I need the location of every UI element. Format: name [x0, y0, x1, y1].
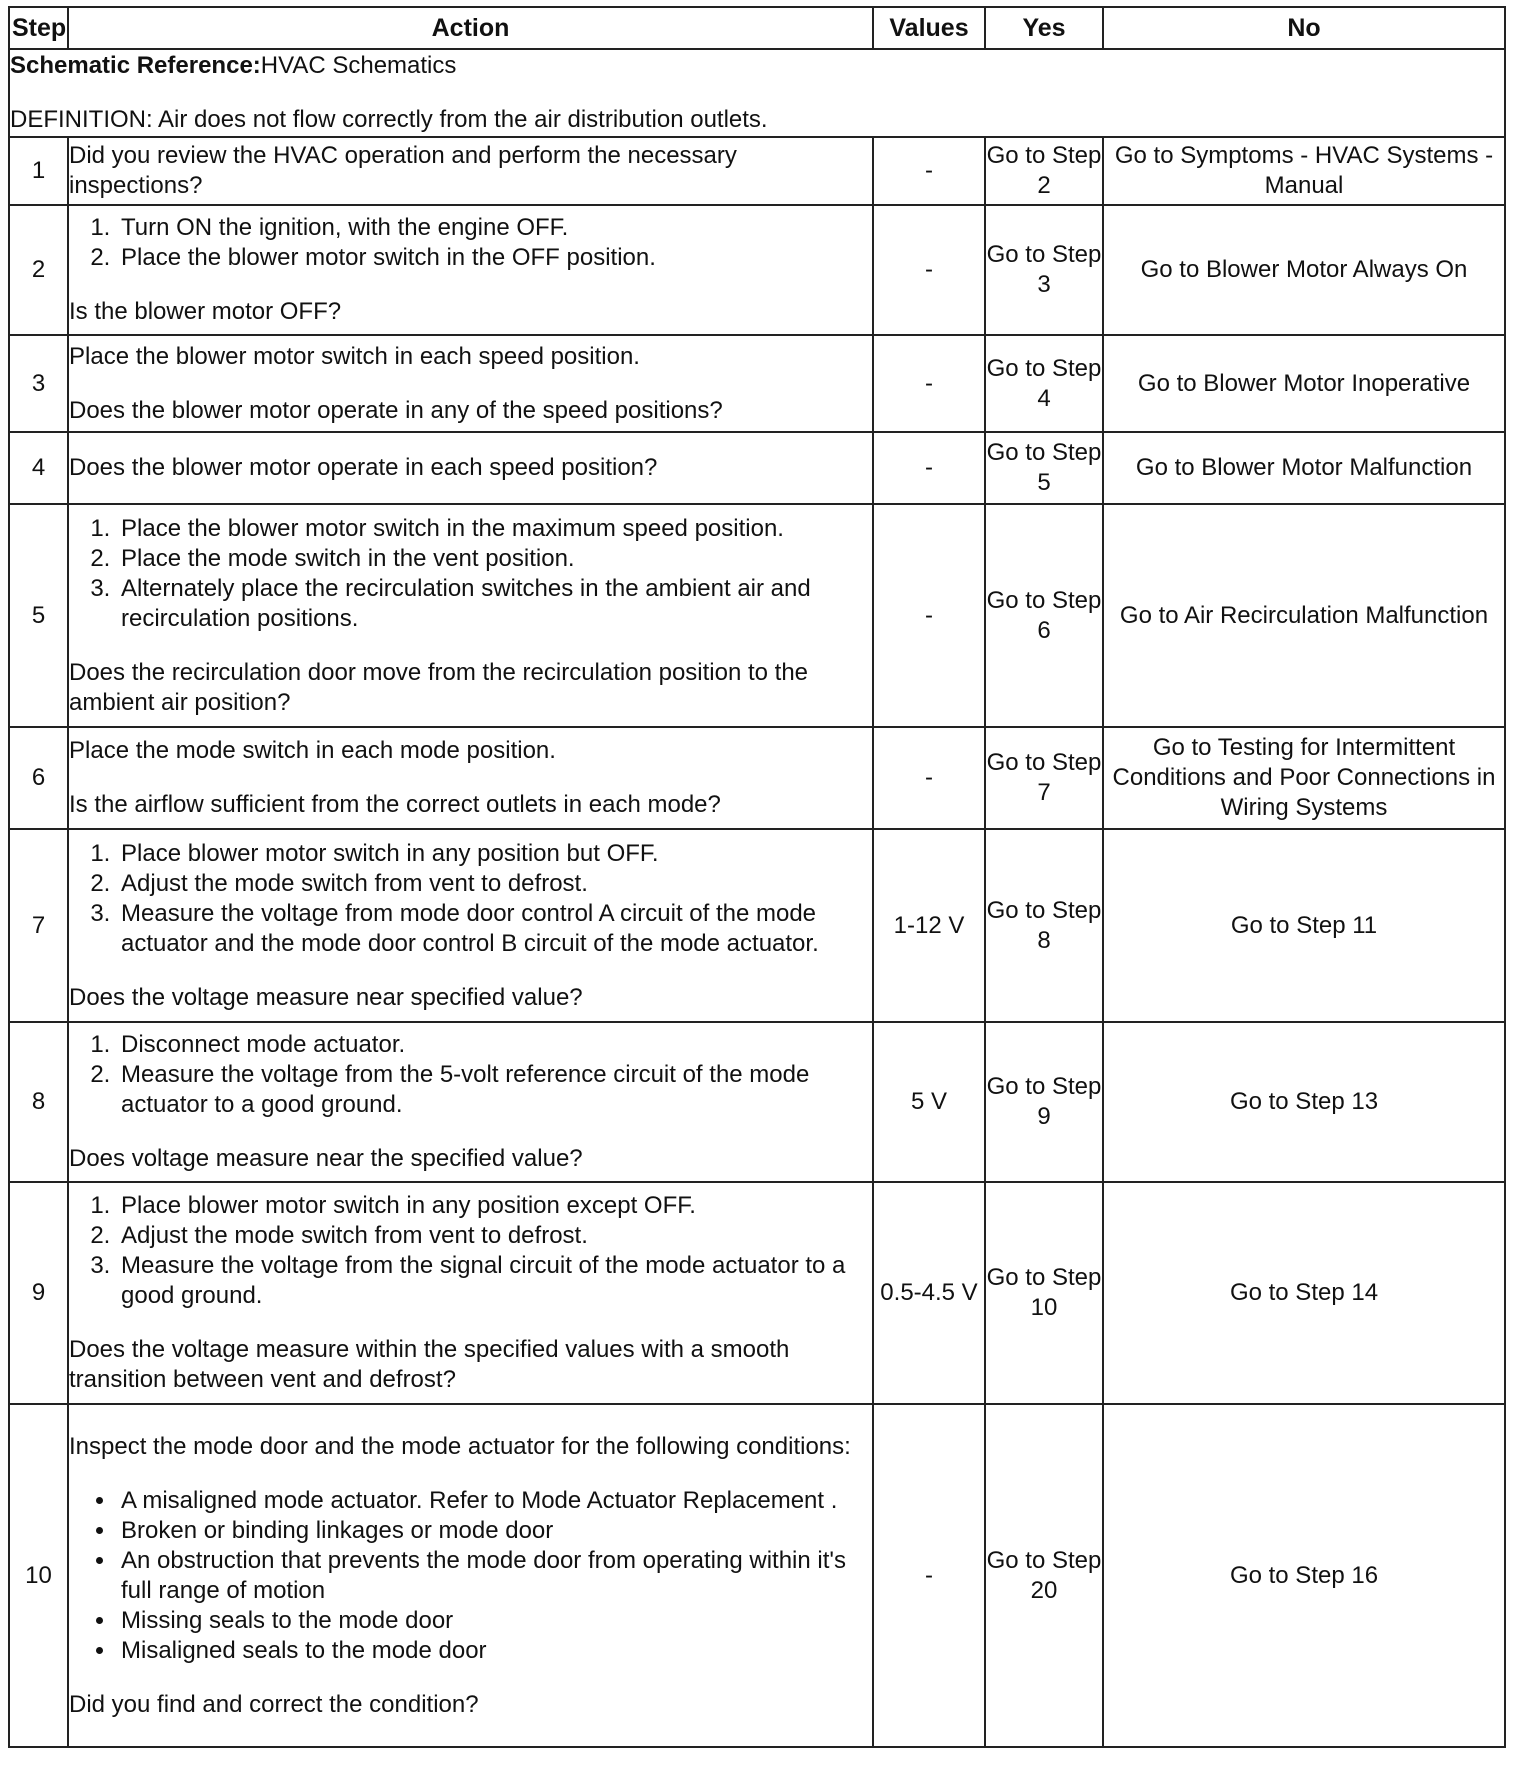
action-step: 1. Place blower motor switch in any position except OFF. — [117, 1191, 872, 1221]
no-link[interactable]: Go to Testing for Intermittent Conditions and Poor Connections in Wiring Systems — [1103, 727, 1505, 829]
step-number: 9 — [9, 1182, 68, 1404]
values-cell: - — [873, 1404, 985, 1747]
action-steps — [69, 839, 872, 959]
values-cell: - — [873, 205, 985, 335]
yes-link[interactable]: Go to Step 20 — [985, 1404, 1103, 1747]
step-number: 2 — [9, 205, 68, 335]
yes-link[interactable]: Go to Step 7 — [985, 727, 1103, 829]
question-text: Does the voltage measure within the specified values with a smooth transition between vent and defrost? — [69, 1336, 790, 1393]
action-text: Does the blower motor operate in each speed position? — [69, 454, 658, 481]
yes-link[interactable]: Go to Step 8 — [985, 829, 1103, 1022]
no-link[interactable]: Go to Step 13 — [1103, 1022, 1505, 1182]
table-row — [9, 137, 1505, 205]
question-text: Does the recirculation door move from the recirculation position to the ambient air position? — [69, 658, 809, 716]
condition-item: • A misaligned mode actuator. Refer to Mode Actuator Replacement . — [117, 1486, 872, 1516]
table-row — [9, 504, 1505, 727]
yes-link[interactable]: Go to Step 9 — [985, 1022, 1103, 1182]
header-no: No — [1103, 7, 1505, 49]
action-steps — [69, 1191, 872, 1311]
yes-link[interactable]: Go to Step 4 — [985, 335, 1103, 432]
no-link[interactable]: Go to Blower Motor Malfunction — [1103, 432, 1505, 504]
header-step: Step — [9, 7, 68, 49]
action-step: 1. Disconnect mode actuator. — [117, 1030, 872, 1060]
no-link[interactable]: Go to Symptoms - HVAC Systems - Manual — [1103, 137, 1505, 205]
schematic-link[interactable]: HVAC Schematics — [260, 52, 457, 79]
no-link[interactable]: Go to Step 16 — [1103, 1404, 1505, 1747]
action-steps — [69, 213, 872, 273]
action-cell — [68, 205, 873, 335]
no-link[interactable]: Go to Blower Motor Always On — [1103, 205, 1505, 335]
action-text: Place the mode switch in each mode position. — [69, 737, 556, 764]
values-cell: - — [873, 335, 985, 432]
step-number: 10 — [9, 1404, 68, 1747]
action-steps — [69, 514, 872, 634]
step-number: 5 — [9, 504, 68, 727]
question-text: Is the airflow sufficient from the correct outlets in each mode? — [69, 791, 721, 818]
action-step: 3. Measure the voltage from mode door control A circuit of the mode actuator and the mode door control B circuit of the mode actuator. — [117, 899, 872, 959]
action-cell — [68, 829, 873, 1022]
action-cell — [68, 1404, 873, 1747]
values-cell: - — [873, 504, 985, 727]
action-cell — [68, 1022, 873, 1182]
action-cell — [68, 335, 873, 432]
table-row — [9, 1404, 1505, 1747]
header-yes: Yes — [985, 7, 1103, 49]
condition-list — [69, 1486, 872, 1666]
yes-link[interactable]: Go to Step 10 — [985, 1182, 1103, 1404]
values-cell: 1-12 V — [873, 829, 985, 1022]
no-link[interactable]: Go to Blower Motor Inoperative — [1103, 335, 1505, 432]
table-row — [9, 1022, 1505, 1182]
table-row — [9, 727, 1505, 829]
question-text: Does the voltage measure near specified value? — [69, 983, 583, 1011]
action-step: 1. Place the blower motor switch in the maximum speed position. — [117, 514, 872, 544]
info-row — [9, 49, 1505, 137]
action-step: 1. Turn ON the ignition, with the engine OFF. — [117, 213, 872, 243]
yes-link[interactable]: Go to Step 3 — [985, 205, 1103, 335]
no-link[interactable]: Go to Step 14 — [1103, 1182, 1505, 1404]
condition-item: • Misaligned seals to the mode door — [117, 1636, 872, 1666]
info-cell — [9, 49, 1505, 137]
table-row — [9, 205, 1505, 335]
question-text: Did you find and correct the condition? — [69, 1690, 479, 1718]
definition-text: DEFINITION: Air does not flow correctly from the air distribution outlets. — [10, 106, 768, 133]
action-step: 3. Alternately place the recirculation switches in the ambient air and recirculation positions. — [117, 574, 872, 634]
action-text: Place the blower motor switch in each speed position. — [69, 342, 640, 370]
question-text: Is the blower motor OFF? — [69, 298, 342, 325]
step-number: 4 — [9, 432, 68, 504]
condition-item: • Missing seals to the mode door — [117, 1606, 872, 1636]
action-step: 3. Measure the voltage from the signal circuit of the mode actuator to a good ground. — [117, 1251, 872, 1311]
yes-link[interactable]: Go to Step 2 — [985, 137, 1103, 205]
action-step: 2. Adjust the mode switch from vent to defrost. — [117, 869, 872, 899]
condition-item: • An obstruction that prevents the mode door from operating within it's full range of motion — [117, 1546, 872, 1606]
action-cell — [68, 727, 873, 829]
step-number: 1 — [9, 137, 68, 205]
step-number: 7 — [9, 829, 68, 1022]
values-cell: 0.5-4.5 V — [873, 1182, 985, 1404]
values-cell: 5 V — [873, 1022, 985, 1182]
yes-link[interactable]: Go to Step 6 — [985, 504, 1103, 727]
action-text: Inspect the mode door and the mode actuator for the following conditions: — [69, 1432, 851, 1460]
schematic-label: Schematic Reference: — [10, 52, 261, 79]
action-step: 1. Place blower motor switch in any position but OFF. — [117, 839, 872, 869]
yes-link[interactable]: Go to Step 5 — [985, 432, 1103, 504]
condition-item: • Broken or binding linkages or mode door — [117, 1516, 872, 1546]
step-number: 3 — [9, 335, 68, 432]
action-step: 2. Adjust the mode switch from vent to defrost. — [117, 1221, 872, 1251]
action-step: 2. Place the mode switch in the vent position. — [117, 544, 872, 574]
values-cell: - — [873, 432, 985, 504]
table-row — [9, 1182, 1505, 1404]
no-link[interactable]: Go to Air Recirculation Malfunction — [1103, 504, 1505, 727]
table-row — [9, 829, 1505, 1022]
step-number: 6 — [9, 727, 68, 829]
step-number: 8 — [9, 1022, 68, 1182]
header-action: Action — [68, 7, 873, 49]
table-row — [9, 432, 1505, 504]
question-text: Does the blower motor operate in any of the speed positions? — [69, 396, 723, 424]
action-cell — [68, 137, 873, 205]
action-text: Did you review the HVAC operation and perform the necessary inspections? — [69, 142, 737, 199]
table-row — [9, 335, 1505, 432]
action-cell — [68, 1182, 873, 1404]
diagnostic-table — [8, 6, 1506, 1748]
header-values: Values — [873, 7, 985, 49]
action-cell — [68, 432, 873, 504]
schematic-reference — [10, 51, 1504, 81]
action-step: 2. Place the blower motor switch in the OFF position. — [117, 243, 872, 273]
header-row — [9, 7, 1505, 49]
no-link[interactable]: Go to Step 11 — [1103, 829, 1505, 1022]
values-cell: - — [873, 727, 985, 829]
values-cell: - — [873, 137, 985, 205]
action-steps — [69, 1030, 872, 1120]
action-step: 2. Measure the voltage from the 5-volt reference circuit of the mode actuator to a good ground. — [117, 1060, 872, 1120]
question-text: Does voltage measure near the specified value? — [69, 1145, 583, 1172]
action-cell — [68, 504, 873, 727]
